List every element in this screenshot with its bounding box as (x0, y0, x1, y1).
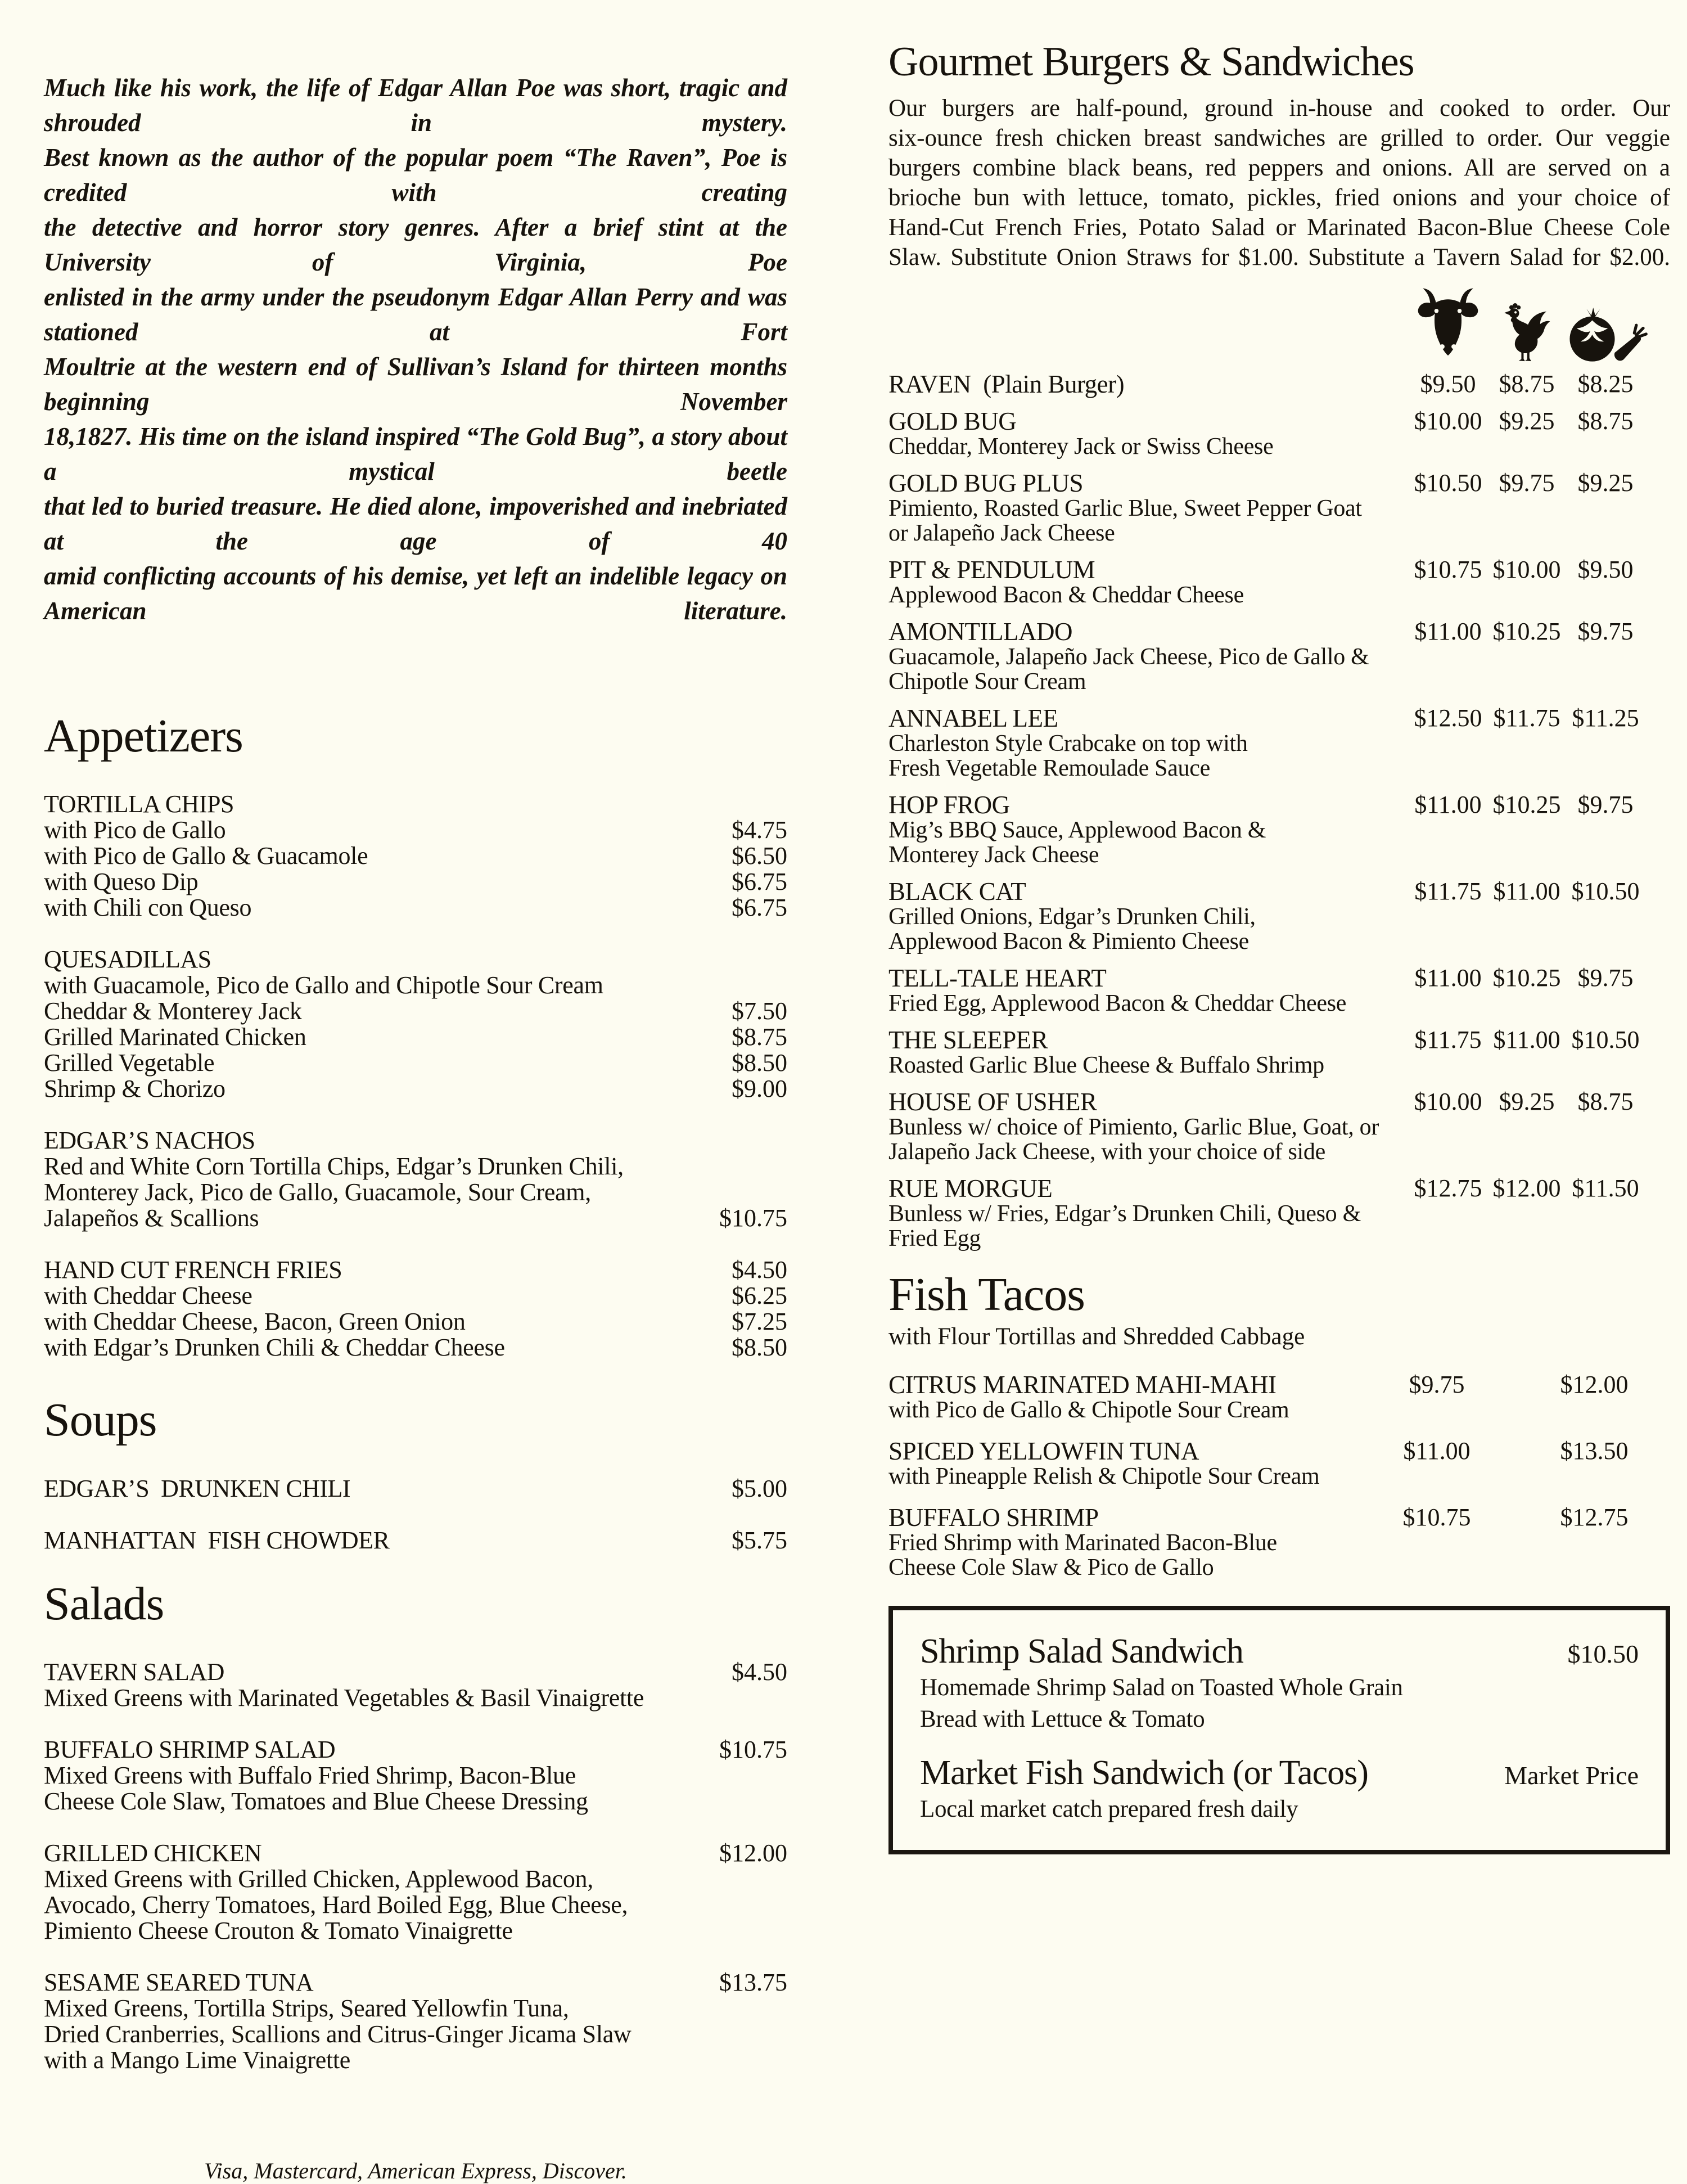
menu-option-text: Cheddar & Monterey Jack (44, 997, 302, 1025)
menu-item-row (44, 1840, 787, 1866)
fish-taco-name: BUFFALO SHRIMP (888, 1503, 1099, 1532)
burger-name: AMONTILLADO (888, 617, 1072, 646)
burger-price: $9.75 (1499, 469, 1555, 497)
special-title-row (920, 1754, 1639, 1791)
burger-main (888, 965, 1409, 1016)
burger-item (888, 1089, 1670, 1164)
burger-description: Mig’s BBQ Sauce, Applewood Bacon & (888, 817, 1266, 843)
menu-option-text: with Pico de Gallo & Guacamole (44, 842, 368, 870)
burger-name: RAVEN (Plain Burger) (888, 370, 1125, 398)
fish-taco-price-double: $12.75 (1560, 1503, 1629, 1532)
menu-option-text: Shrimp & Chorizo (44, 1075, 225, 1103)
menu-group (44, 791, 787, 921)
menu-option-text: with a Mango Lime Vinaigrette (44, 2046, 351, 2074)
fish-taco-main (888, 1372, 1386, 1422)
menu-option-text: with Cheddar Cheese (44, 1282, 252, 1310)
menu-option-price: $6.75 (732, 894, 787, 922)
burger-main (888, 619, 1409, 694)
burger-main (888, 408, 1409, 459)
burger-main (888, 879, 1409, 954)
soups-list (44, 1476, 787, 1553)
menu-option-row (44, 869, 787, 895)
burger-price: $9.75 (1577, 790, 1634, 818)
burger-price: $10.00 (1414, 407, 1482, 435)
menu-item-price: $13.75 (719, 1969, 787, 1997)
burger-price: $10.50 (1414, 469, 1482, 497)
menu-option-text: Grilled Vegetable (44, 1049, 215, 1077)
menu-option-text: Pimiento Cheese Crouton & Tomato Vinaigrette (44, 1917, 513, 1945)
intro-line: Our burgers are half-pound, ground in-house and cooked to order. Our (888, 94, 1670, 121)
menu-option-row (44, 998, 787, 1024)
burger-price: $9.25 (1577, 469, 1634, 497)
menu-option-row (44, 1763, 787, 1789)
menu-option-text: with Pico de Gallo (44, 816, 226, 844)
menu-item-price: $4.50 (732, 1256, 787, 1284)
intro-line: Slaw. Substitute Onion Straws for $1.00. Substitute a Tavern Salad for $2.00. (888, 244, 1670, 271)
menu-option-row (44, 895, 787, 921)
burger-price: $12.75 (1414, 1174, 1482, 1202)
bio-line: enlisted in the army under the pseudonym Edgar Allan Perry and was stationed at Fort (44, 283, 787, 346)
menu-item-price: $4.50 (732, 1658, 787, 1686)
menu-item-row (44, 791, 787, 817)
menu-group (44, 1659, 787, 1711)
burger-price: $12.50 (1414, 704, 1482, 732)
menu-item-name: MANHATTAN FISH CHOWDER (44, 1526, 390, 1554)
burger-price: $10.25 (1492, 790, 1561, 818)
burger-description: Bunless w/ choice of Pimiento, Garlic Blue, Goat, or (888, 1114, 1379, 1140)
menu-item-name: HAND CUT FRENCH FRIES (44, 1256, 342, 1284)
burger-price: $9.50 (1577, 555, 1634, 583)
menu-item-price: $10.75 (719, 1736, 787, 1764)
menu-option-row (44, 2021, 787, 2047)
menu-item-row (44, 1257, 787, 1283)
specials-list (920, 1633, 1639, 1823)
menu-option-row (44, 1179, 787, 1205)
appetizers-list (44, 791, 787, 1361)
burger-price: $10.00 (1414, 1087, 1482, 1115)
menu-option-row (44, 817, 787, 843)
burger-price: $10.25 (1492, 617, 1561, 645)
menu-item-subtitle: with Guacamole, Pico de Gallo and Chipotle Sour Cream (44, 971, 603, 999)
menu-option-row (44, 1024, 787, 1050)
burger-item (888, 470, 1670, 546)
menu-item-row (44, 947, 787, 972)
menu-item-name: TORTILLA CHIPS (44, 790, 234, 818)
menu-option-row (44, 843, 787, 869)
fish-taco-item (888, 1372, 1670, 1422)
burger-description: or Jalapeño Jack Cheese (888, 520, 1115, 546)
burger-name: PIT & PENDULUM (888, 555, 1095, 584)
menu-item-row (44, 1970, 787, 1996)
menu-option-price: $8.50 (732, 1049, 787, 1077)
menu-option-price: $7.50 (732, 997, 787, 1025)
burger-description: Jalapeño Jack Cheese, with your choice of side (888, 1138, 1325, 1165)
section-title-fish-tacos: Fish Tacos (888, 1268, 1085, 1321)
burger-description: Fried Egg, Applewood Bacon & Cheddar Cheese (888, 990, 1347, 1016)
poe-biography (44, 70, 787, 628)
burger-description: Grilled Onions, Edgar’s Drunken Chili, (888, 903, 1256, 930)
burger-price: $11.50 (1572, 1174, 1639, 1202)
burger-price: $11.00 (1493, 1025, 1560, 1053)
menu-item-name: QUESADILLAS (44, 945, 211, 974)
menu-option-price: $9.00 (732, 1075, 787, 1103)
menu-item-row (44, 1476, 787, 1502)
burger-item (888, 619, 1670, 694)
burger-price: $8.75 (1577, 1087, 1634, 1115)
menu-option-row (44, 1309, 787, 1335)
burger-price: $8.75 (1577, 407, 1634, 435)
special-name: Shrimp Salad Sandwich (920, 1632, 1243, 1671)
menu-option-row (44, 1918, 787, 1944)
menu-option-text: Avocado, Cherry Tomatoes, Hard Boiled Egg, Blue Cheese, (44, 1891, 628, 1919)
burger-name: TELL-TALE HEART (888, 963, 1107, 992)
burger-item (888, 1176, 1670, 1251)
burger-item (888, 792, 1670, 867)
menu-option-text: Jalapeños & Scallions (44, 1204, 259, 1232)
burger-price: $8.75 (1499, 370, 1555, 398)
price-column-icons (888, 280, 1670, 364)
fish-taco-name: CITRUS MARINATED MAHI-MAHI (888, 1371, 1276, 1399)
burger-main (888, 792, 1409, 867)
fish-taco-item (888, 1438, 1670, 1489)
burger-description: Cheddar, Monterey Jack or Swiss Cheese (888, 433, 1274, 460)
menu-option-text: Dried Cranberries, Scallions and Citrus-Ginger Jicama Slaw (44, 2020, 632, 2048)
menu-option-text: Mixed Greens with Grilled Chicken, Applewood Bacon, (44, 1865, 593, 1893)
bio-line: Moultrie at the western end of Sullivan’s Island for thirteen months beginning November (44, 353, 787, 416)
menu-item-price: $5.75 (732, 1526, 787, 1554)
menu-item-row (44, 1737, 787, 1763)
burger-item (888, 705, 1670, 781)
burger-price: $10.50 (1571, 1025, 1640, 1053)
menu-option-text: with Chili con Queso (44, 894, 252, 922)
menu-option-text: Grilled Marinated Chicken (44, 1023, 306, 1051)
menu-option-price: $4.75 (732, 816, 787, 844)
burger-name: GOLD BUG PLUS (888, 469, 1084, 497)
burger-price: $11.00 (1414, 963, 1482, 992)
bio-line: 18,1827. His time on the island inspired “The Gold Bug”, a story about a mystical beetle (44, 422, 787, 485)
special-item (920, 1633, 1639, 1733)
burger-price: $11.75 (1414, 1025, 1482, 1053)
menu-option-row (44, 1685, 787, 1711)
menu-group (44, 1476, 787, 1502)
special-name: Market Fish Sandwich (or Tacos) (920, 1754, 1368, 1793)
burger-item (888, 408, 1670, 459)
burger-price: $9.25 (1499, 407, 1555, 435)
menu-item-name: EDGAR’S DRUNKEN CHILI (44, 1474, 351, 1502)
fish-taco-description: Cheese Cole Slaw & Pico de Gallo (888, 1555, 1214, 1581)
menu-item-row (44, 1128, 787, 1154)
burger-main (888, 470, 1409, 546)
menu-item-name: SESAME SEARED TUNA (44, 1969, 314, 1997)
special-item (920, 1754, 1639, 1823)
fish-taco-name: SPICED YELLOWFIN TUNA (888, 1437, 1199, 1466)
special-price: Market Price (1504, 1761, 1639, 1790)
menu-group (44, 1970, 787, 2073)
burger-main (888, 705, 1409, 781)
burger-price: $9.75 (1577, 963, 1634, 992)
bio-line: the detective and horror story genres. After a brief stint at the University of Virginia, Poe (44, 213, 787, 276)
burger-price: $11.75 (1414, 877, 1482, 905)
fish-tacos-subtitle: with Flour Tortillas and Shredded Cabbage (888, 1323, 1305, 1350)
burger-price: $11.25 (1572, 704, 1639, 732)
burger-description: Applewood Bacon & Cheddar Cheese (888, 582, 1244, 608)
menu-option-row (44, 1335, 787, 1361)
menu-item-name: EDGAR’S NACHOS (44, 1127, 255, 1155)
burger-description: Monterey Jack Cheese (888, 841, 1099, 868)
bio-line: amid conflicting accounts of his demise, yet left an indelible legacy on American literature. (44, 562, 787, 625)
menu-option-price: $6.25 (732, 1282, 787, 1310)
burger-price: $10.50 (1571, 877, 1640, 905)
menu-option-text: Monterey Jack, Pico de Gallo, Guacamole, Sour Cream, (44, 1178, 591, 1206)
chicken-icon (1487, 301, 1566, 364)
menu-option-text: with Edgar’s Drunken Chili & Cheddar Cheese (44, 1334, 505, 1362)
fish-taco-main (888, 1438, 1386, 1489)
menu-option-row (44, 1996, 787, 2021)
menu-option-text: Red and White Corn Tortilla Chips, Edgar’s Drunken Chili, (44, 1152, 624, 1181)
section-title-soups: Soups (44, 1394, 157, 1447)
menu-option-text: Mixed Greens, Tortilla Strips, Seared Yellowfin Tuna, (44, 1994, 569, 2023)
burgers-intro (888, 93, 1670, 272)
burger-price: $10.75 (1414, 555, 1482, 583)
special-title-row (920, 1633, 1639, 1670)
menu-group (44, 1128, 787, 1231)
bio-line: Best known as the author of the popular poem “The Raven”, Poe is credited with creating (44, 143, 787, 206)
menu-option-row (44, 1892, 787, 1918)
burger-item (888, 1027, 1670, 1078)
intro-line: Hand-Cut French Fries, Potato Salad or Marinated Bacon-Blue Cheese Cole (888, 214, 1670, 241)
burger-description: Bunless w/ Fries, Edgar’s Drunken Chili, Queso & Fried Egg (888, 1200, 1361, 1251)
menu-item-name: TAVERN SALAD (44, 1658, 224, 1686)
menu-option-row (44, 1205, 787, 1231)
burger-name: GOLD BUG (888, 407, 1017, 435)
menu-item-row (44, 1528, 787, 1553)
burger-main (888, 557, 1409, 607)
menu-item-price: $12.00 (719, 1839, 787, 1867)
right-column (888, 40, 1670, 1854)
fish-taco-price-double: $13.50 (1560, 1437, 1629, 1465)
burger-main (888, 1089, 1409, 1164)
burger-description: Chipotle Sour Cream (888, 668, 1086, 695)
special-description: Homemade Shrimp Salad on Toasted Whole Grain (920, 1674, 1403, 1701)
beef-icon (1409, 286, 1487, 364)
fish-tacos-list (888, 1372, 1670, 1580)
fish-taco-item (888, 1505, 1670, 1580)
burger-description: Roasted Garlic Blue Cheese & Buffalo Shrimp (888, 1052, 1324, 1078)
menu-option-price: $6.50 (732, 842, 787, 870)
fish-taco-price-single: $11.00 (1403, 1437, 1471, 1465)
menu-group (44, 947, 787, 1102)
burger-price: $9.50 (1420, 370, 1476, 398)
menu-option-row (44, 1789, 787, 1814)
fish-taco-description: with Pico de Gallo & Chipotle Sour Cream (888, 1397, 1289, 1424)
burger-price: $10.00 (1492, 555, 1561, 583)
menu-option-row (44, 1866, 787, 1892)
burger-name: RUE MORGUE (888, 1174, 1053, 1203)
bio-line: that led to buried treasure. He died alone, impoverished and inebriated at the age of 40 (44, 492, 787, 555)
burger-name: THE SLEEPER (888, 1025, 1048, 1054)
burger-price: $10.25 (1492, 963, 1561, 992)
menu-option-row (44, 1154, 787, 1179)
section-title-appetizers: Appetizers (44, 710, 243, 762)
menu-group (44, 1257, 787, 1361)
burger-description: Pimiento, Roasted Garlic Blue, Sweet Pepper Goat (888, 495, 1362, 521)
menu-option-row (44, 1050, 787, 1076)
menu-group (44, 1840, 787, 1944)
burger-item (888, 879, 1670, 954)
menu-group (44, 1528, 787, 1553)
fish-taco-price-single: $9.75 (1409, 1371, 1465, 1399)
fish-taco-price-single: $10.75 (1402, 1503, 1471, 1532)
burger-description: Charleston Style Crabcake on top with (888, 730, 1248, 756)
salads-list (44, 1659, 787, 2073)
burger-price: $12.00 (1492, 1174, 1561, 1202)
menu-option-text: Mixed Greens with Marinated Vegetables & Basil Vinaigrette (44, 1684, 644, 1712)
specials-box (888, 1606, 1670, 1854)
burger-item (888, 371, 1670, 397)
burger-name: ANNABEL LEE (888, 704, 1058, 732)
intro-line: brioche bun with lettuce, tomato, pickles, fried onions and your choice of (888, 184, 1670, 211)
burger-price: $9.25 (1499, 1087, 1555, 1115)
special-description: Bread with Lettuce & Tomato (920, 1706, 1205, 1733)
veggie-icon (1566, 307, 1645, 364)
burger-name: HOUSE OF USHER (888, 1087, 1097, 1116)
menu-option-text: with Cheddar Cheese, Bacon, Green Onion (44, 1308, 466, 1336)
burger-name: HOP FROG (888, 790, 1010, 819)
menu-option-text: Mixed Greens with Buffalo Fried Shrimp, Bacon-Blue (44, 1762, 576, 1790)
bio-line: Much like his work, the life of Edgar Allan Poe was short, tragic and shrouded in mystery. (44, 74, 787, 137)
burger-item (888, 557, 1670, 607)
left-column (44, 70, 787, 2184)
menu-option-price: $8.75 (732, 1023, 787, 1051)
burger-price: $8.25 (1577, 370, 1634, 398)
burger-main (888, 1027, 1409, 1078)
burger-item (888, 965, 1670, 1016)
menu-option-row (44, 1076, 787, 1102)
menu-option-text: with Queso Dip (44, 868, 199, 896)
menu-option-text: Cheese Cole Slaw, Tomatoes and Blue Cheese Dressing (44, 1787, 588, 1816)
menu-option-row (44, 1283, 787, 1309)
fish-taco-description: Fried Shrimp with Marinated Bacon-Blue (888, 1530, 1277, 1556)
intro-line: burgers combine black beans, red peppers and onions. All are served on a (888, 154, 1670, 181)
burger-description: Applewood Bacon & Pimiento Cheese (888, 928, 1249, 954)
menu-item-name: GRILLED CHICKEN (44, 1839, 262, 1867)
menu-group (44, 1737, 787, 1814)
burger-price: $11.00 (1493, 877, 1560, 905)
menu-option-price: $10.75 (719, 1204, 787, 1232)
special-description: Local market catch prepared fresh daily (920, 1796, 1298, 1823)
burger-main (888, 1176, 1409, 1251)
burger-name: BLACK CAT (888, 877, 1026, 906)
burger-price: $9.75 (1577, 617, 1634, 645)
fish-taco-description: with Pineapple Relish & Chipotle Sour Cream (888, 1463, 1320, 1490)
menu-item-row (44, 1659, 787, 1685)
special-price: $10.50 (1567, 1640, 1639, 1669)
intro-line: six-ounce fresh chicken breast sandwiches are grilled to order. Our veggie (888, 124, 1670, 151)
payment-methods-note: Visa, Mastercard, American Express, Discover. (204, 2158, 627, 2184)
burgers-list (888, 371, 1670, 1251)
section-title-burgers: Gourmet Burgers & Sandwiches (888, 39, 1414, 85)
menu-option-price: $7.25 (732, 1308, 787, 1336)
menu-item-name: BUFFALO SHRIMP SALAD (44, 1736, 336, 1764)
fish-taco-price-double: $12.00 (1560, 1371, 1629, 1399)
menu-option-row (44, 2047, 787, 2073)
burger-description: Fresh Vegetable Remoulade Sauce (888, 755, 1210, 781)
menu-option-price: $6.75 (732, 868, 787, 896)
menu-item-price: $5.00 (732, 1474, 787, 1502)
burger-price: $11.00 (1414, 617, 1482, 645)
menu-option-price: $8.50 (732, 1334, 787, 1362)
section-title-salads: Salads (44, 1577, 164, 1630)
burger-description: Guacamole, Jalapeño Jack Cheese, Pico de Gallo & (888, 643, 1369, 670)
burger-price: $11.00 (1414, 790, 1482, 818)
burger-price: $11.75 (1493, 704, 1560, 732)
burger-main (888, 371, 1409, 397)
fish-taco-main (888, 1505, 1386, 1580)
